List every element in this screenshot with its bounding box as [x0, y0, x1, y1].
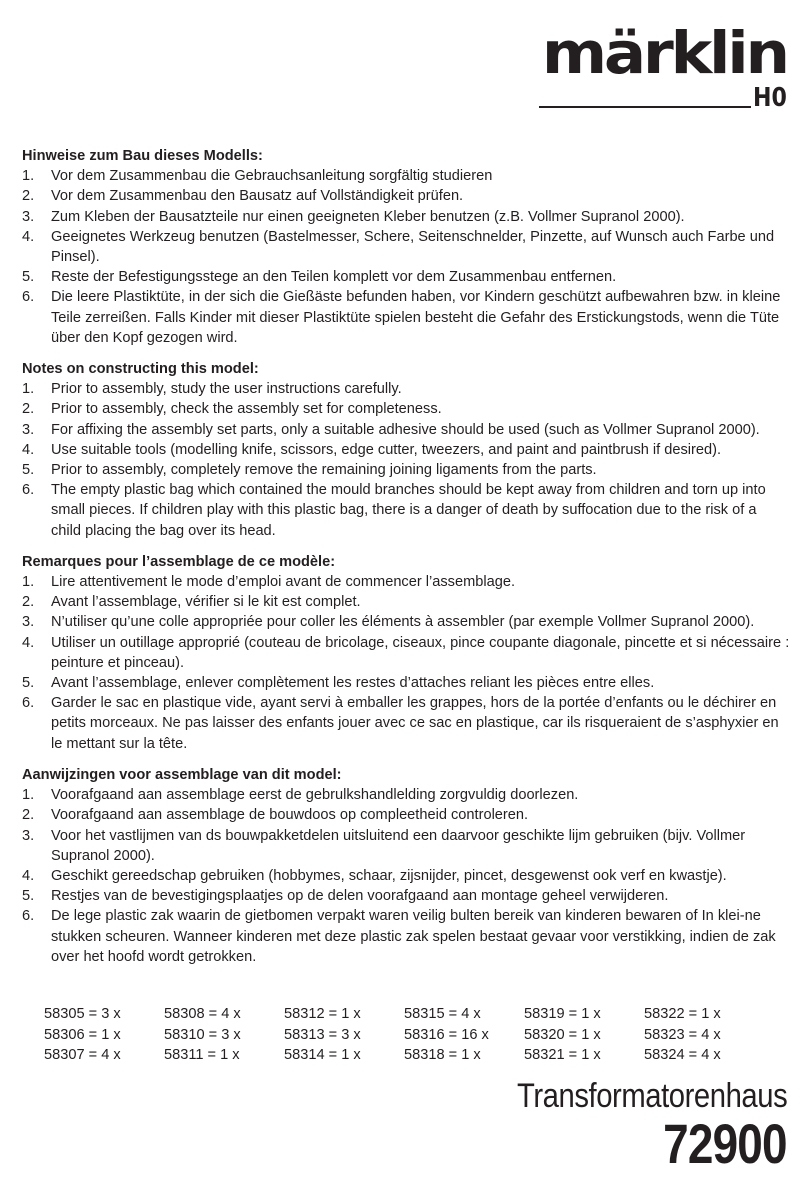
part-count: 58315 = 4 x	[404, 1006, 481, 1022]
list-item: 1. Prior to assembly, study the user instructions carefully.	[22, 381, 402, 398]
part-count: 58319 = 1 x	[524, 1006, 601, 1022]
scale-label: H0	[753, 83, 787, 113]
list-item: 3. Zum Kleben der Bausatzteile nur einen geeigneten Kleber benutzen (z.B. Vollmer Supranol 2000).	[22, 208, 685, 225]
list-item: 5. Restjes van de bevestigingsplaatjes op de delen voorafgaand aan montage geheel verwijderen.	[22, 888, 669, 905]
list-item: 1. Lire attentivement le mode d’emploi avant de commencer l’assemblage.	[22, 574, 515, 591]
list-item: 5. Avant l’assemblage, enlever complètement les restes d’attaches reliant les pièces entre elles.	[22, 675, 655, 692]
section-dutch	[22, 765, 790, 967]
product-number: 72900	[663, 1112, 787, 1175]
list-item: 4. Geeignetes Werkzeug benutzen (Bastelmesser, Schere, Seitenschnelder, Pinzette, auf Wunsch auch Farbe und Pinsel).	[22, 228, 775, 266]
part-count: 58312 = 1 x	[284, 1006, 361, 1022]
part-count: 58310 = 3 x	[164, 1026, 241, 1043]
list-item: 4. Use suitable tools (modelling knife, scissors, edge cutter, tweezers, and paint and paintbrush if desired).	[22, 441, 722, 458]
part-count: 58311 = 1 x	[164, 1047, 240, 1063]
section-german	[22, 146, 790, 348]
part-count: 58314 = 1 x	[284, 1047, 361, 1063]
list-item: 4. Utiliser un outillage approprié (couteau de bricolage, ciseaux, pince coupante diagonale, pincette et si nécessaire : peinture et pinceau).	[22, 634, 790, 671]
list-item: 6. Garder le sac en plastique vide, ayant servi à emballer les grappes, hors de la portée d’enfants ou le déchirer en petits morceaux. Ne pas laisser des enfants jouer avec ce sac en plastique, car ils risqueraient de s’asphyxier en le mettant sur la tête.	[22, 695, 779, 752]
part-count: 58308 = 4 x	[164, 1006, 241, 1022]
section-heading: Remarques pour l’assemblage de ce modèle:	[22, 553, 336, 570]
list-item: 2. Voorafgaand aan assemblage de bouwdoos op compleetheid controleren.	[22, 807, 529, 824]
brand-header	[527, 19, 787, 113]
section-french	[22, 552, 790, 754]
part-count: 58316 = 16 x	[404, 1026, 489, 1043]
instructions	[22, 146, 790, 978]
part-count: 58305 = 3 x	[44, 1006, 121, 1022]
part-count: 58322 = 1 x	[644, 1006, 721, 1022]
list-item: 1. Vor dem Zusammenbau die Gebrauchsanleitung sorgfältig studieren	[22, 168, 493, 185]
part-count: 58320 = 1 x	[524, 1026, 601, 1043]
list-item: 1. Voorafgaand aan assemblage eerst de gebrulkshandlelding zorgvuldig doorlezen.	[22, 787, 579, 804]
brand-underline	[539, 106, 751, 108]
section-heading: Aanwijzingen voor assemblage van dit model:	[22, 766, 342, 783]
list-item: 4. Geschikt gereedschap gebruiken (hobbymes, schaar, zijsnijder, pincet, desgewenst ook verf en kwastje).	[22, 867, 727, 884]
list-item: 3. Voor het vastlijmen van ds bouwpakketdelen uitsluitend een daarvoor geschikte lijm gebruiken (bijv. Vollmer Supranol 2000).	[22, 827, 746, 864]
marklin-logo: märklin	[542, 19, 787, 87]
section-heading: Notes on constructing this model:	[22, 361, 259, 378]
part-count: 58313 = 3 x	[284, 1026, 361, 1043]
list-item: 6. Die leere Plastiktüte, in der sich die Gießäste befunden haben, vor Kindern geschützt aufbewahren bzw. in kleine Teile zerreißen. Falls Kinder mit dieser Plastiktüte spielen besteht die Gefahr des Erstickungstods, wenn die Tüte über den Kopf gezogen wird.	[22, 289, 781, 346]
list-item: 3. For affixing the assembly set parts, only a suitable adhesive should be used (such as Vollmer Supranol 2000).	[22, 421, 760, 438]
list-item: 6. The empty plastic bag which contained the mould branches should be kept away from children and torn up into small pieces. If children play with this plastic bag, there is a danger of death by suffocation due to the risk of a child placing the bag over its head.	[22, 482, 766, 539]
list-item: 6. De lege plastic zak waarin de gietbomen verpakt waren veilig bulten bereik van kinderen bewaren of In klei-ne stukken scheuren. Wanneer kinderen met deze plastic zak spelen bestaat gevaar voor verstikking, indien de zak over het hoofd wordt getrokken.	[22, 908, 776, 965]
list-item: 5. Prior to assembly, completely remove the remaining joining ligaments from the parts.	[22, 462, 597, 479]
instruction-list	[22, 379, 790, 541]
part-count: 58306 = 1 x	[44, 1026, 121, 1043]
instruction-list	[22, 166, 790, 348]
part-count: 58318 = 1 x	[404, 1047, 481, 1063]
list-item: 2. Avant l’assemblage, vérifier si le kit est complet.	[22, 594, 361, 611]
part-count-table	[44, 1004, 764, 1066]
part-count: 58323 = 4 x	[644, 1026, 721, 1043]
part-count: 58321 = 1 x	[524, 1047, 601, 1063]
part-count: 58324 = 4 x	[644, 1047, 721, 1063]
section-english	[22, 359, 790, 541]
list-item: 2. Vor dem Zusammenbau den Bausatz auf Vollständigkeit prüfen.	[22, 188, 464, 205]
list-item: 5. Reste der Befestigungsstege an den Teilen komplett vor dem Zusammenbau entfernen.	[22, 269, 617, 286]
list-item: 2. Prior to assembly, check the assembly set for completeness.	[22, 401, 442, 418]
instruction-list	[22, 785, 790, 967]
part-count: 58307 = 4 x	[44, 1047, 121, 1063]
section-heading: Hinweise zum Bau dieses Modells:	[22, 148, 263, 164]
list-item: 3. N’utiliser qu’une colle appropriée pour coller les éléments à assembler (par exemple Vollmer Supranol 2000).	[22, 614, 755, 631]
instruction-list	[22, 572, 790, 754]
product-name: Transformatorenhaus	[516, 1077, 787, 1115]
